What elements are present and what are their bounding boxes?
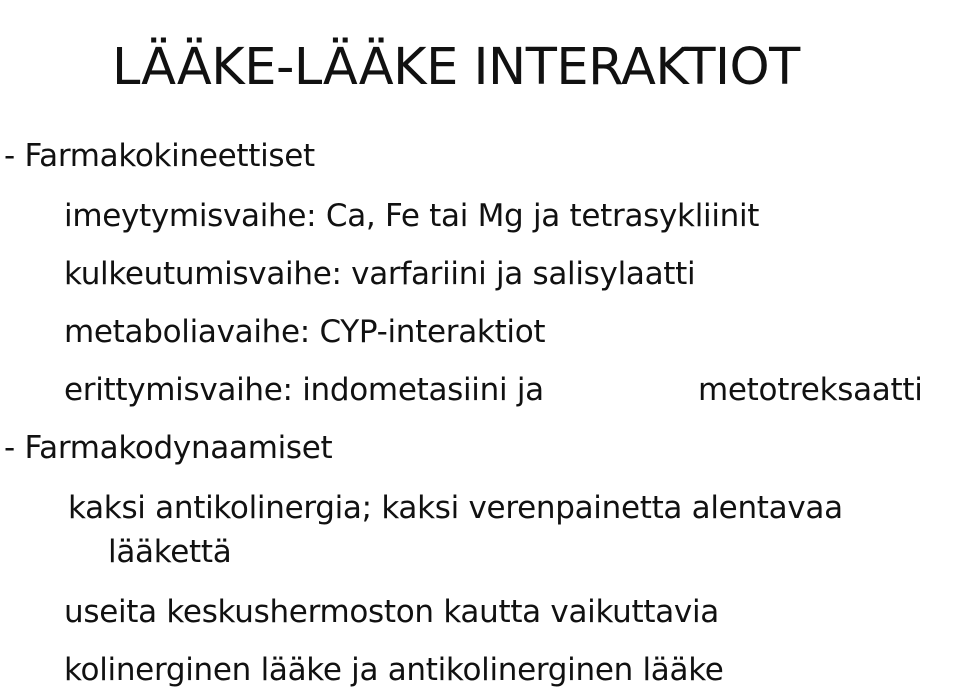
list-item-distribution: kulkeutumisvaihe: varfariini ja salisylaatti: [64, 256, 696, 292]
list-item-metabolism: metaboliavaihe: CYP-interaktiot: [64, 314, 546, 350]
list-item-absorption: imeytymisvaihe: Ca, Fe tai Mg ja tetrasykliinit: [64, 198, 760, 234]
section-heading-pharmacodynamic: - Farmakodynaamiset: [4, 430, 333, 466]
section-heading-pharmacokinetic: - Farmakokineettiset: [4, 138, 315, 174]
list-item-anticholinergic: kaksi antikolinergia; kaksi verenpainetta alentavaa: [68, 490, 843, 526]
slide-title: LÄÄKE-LÄÄKE INTERAKTIOT: [112, 38, 800, 98]
list-item-excretion: erittymisvaihe: indometasiini ja: [64, 372, 544, 408]
list-item-excretion-continued: metotreksaatti: [698, 372, 923, 408]
list-item-anticholinergic-continued: lääkettä: [108, 534, 232, 570]
list-item-cns: useita keskushermoston kautta vaikuttavia: [64, 594, 719, 630]
list-item-cholinergic: kolinerginen lääke ja antikolinerginen lääke: [64, 652, 724, 688]
